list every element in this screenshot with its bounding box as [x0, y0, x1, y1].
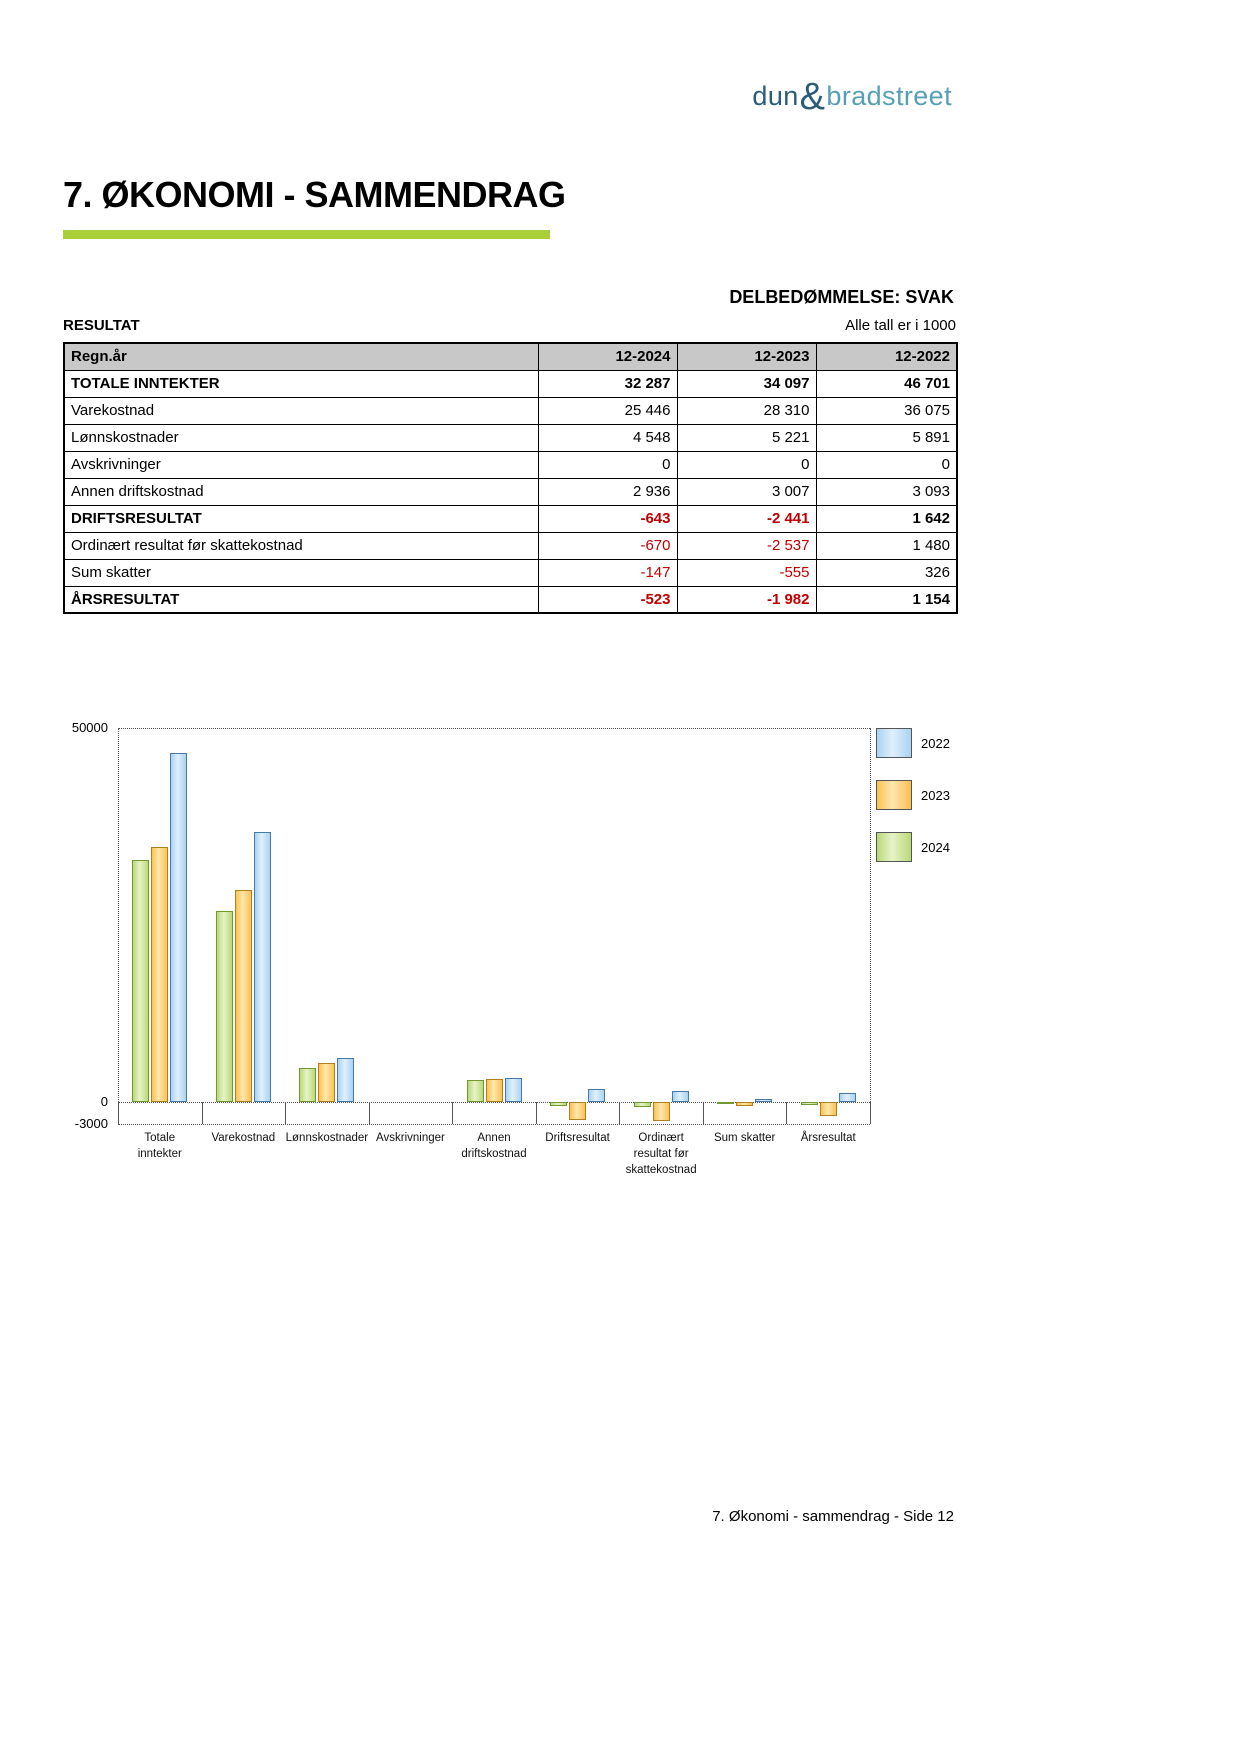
value-cell: -2 537 [677, 532, 816, 559]
results-chart [63, 718, 1163, 1218]
bar-2022 [505, 1078, 522, 1101]
axis-tick [118, 1102, 119, 1124]
bar-2022 [755, 1099, 772, 1101]
value-cell: 1 642 [816, 505, 957, 532]
gridline [118, 1124, 870, 1125]
x-axis-label-line: Ordinært [638, 1132, 684, 1144]
value-cell: 5 221 [677, 424, 816, 451]
table-row [64, 559, 957, 586]
value-cell: -1 982 [677, 586, 816, 613]
bar-2023 [569, 1102, 586, 1120]
bar-2024 [550, 1102, 567, 1107]
axis-tick [369, 1102, 370, 1124]
axis-tick [619, 1102, 620, 1124]
value-cell: 3 007 [677, 478, 816, 505]
x-axis-label [211, 1130, 275, 1146]
bar-2023 [486, 1079, 503, 1101]
x-axis [63, 1130, 955, 1200]
bar-2023 [235, 890, 252, 1102]
x-axis-label-line: inntekter [137, 1148, 182, 1160]
bar-2023 [736, 1102, 753, 1106]
x-axis-label-line: Varekostnad [211, 1132, 276, 1144]
x-axis-label [376, 1130, 445, 1146]
y-axis-label: -3000 [74, 1116, 108, 1131]
value-cell: 28 310 [677, 397, 816, 424]
bar-2024 [467, 1080, 484, 1102]
x-axis-label-line: Sum skatter [713, 1132, 776, 1144]
bar-2024 [717, 1102, 734, 1104]
table-row [64, 586, 957, 613]
units-note: Alle tall er i 1000 [845, 317, 956, 334]
legend-swatch-2023 [876, 780, 912, 810]
x-axis-label-line: Totale [144, 1132, 176, 1144]
axis-frame-line [870, 728, 871, 1124]
table-row [64, 478, 957, 505]
x-axis-label-line: Lønnskostnader [285, 1132, 369, 1144]
section-label: RESULTAT [63, 317, 140, 334]
value-cell: 46 701 [816, 370, 957, 397]
value-cell: -147 [538, 559, 677, 586]
value-cell: -555 [677, 559, 816, 586]
gridline [118, 728, 870, 729]
bar-2022 [337, 1058, 354, 1102]
value-cell: -523 [538, 586, 677, 613]
row-label-cell: Lønnskostnader [64, 424, 538, 451]
table-row [64, 397, 957, 424]
legend-label: 2022 [921, 735, 950, 751]
value-cell: 25 446 [538, 397, 677, 424]
bar-2022 [839, 1093, 856, 1102]
bar-2024 [216, 911, 233, 1101]
value-cell: 3 093 [816, 478, 957, 505]
table-header-row [64, 343, 957, 370]
legend-item [876, 832, 950, 862]
assessment-label: DELBEDØMMELSE: SVAK [729, 287, 954, 307]
value-cell: 32 287 [538, 370, 677, 397]
row-label-cell: Varekostnad [64, 397, 538, 424]
value-cell: -643 [538, 505, 677, 532]
table-row [64, 424, 957, 451]
table-header-cell: Regn.år [64, 343, 538, 370]
gridline [118, 1102, 870, 1103]
x-axis-label-line: Årsresultat [800, 1132, 856, 1144]
bar-2022 [588, 1089, 605, 1101]
bar-2024 [132, 860, 149, 1101]
legend-label: 2024 [921, 839, 950, 855]
y-axis-label: 50000 [71, 720, 108, 735]
value-cell: 1 154 [816, 586, 957, 613]
title-accent-bar [63, 230, 550, 239]
x-axis-label-line: driftskostnad [461, 1148, 527, 1160]
row-label-cell: Sum skatter [64, 559, 538, 586]
bar-2022 [672, 1091, 689, 1102]
axis-tick [202, 1102, 203, 1124]
x-axis-label-line: Avskrivninger [376, 1132, 445, 1144]
x-axis-label-line: skattekostnad [625, 1164, 697, 1176]
logo-ampersand-icon: & [799, 76, 826, 118]
x-axis-label-line: resultat før [633, 1148, 689, 1160]
table-header-cell: 12-2023 [677, 343, 816, 370]
bar-2024 [299, 1068, 316, 1102]
row-label-cell: DRIFTSRESULTAT [64, 505, 538, 532]
row-label-cell: TOTALE INNTEKTER [64, 370, 538, 397]
axis-tick [786, 1102, 787, 1124]
legend-item [876, 728, 950, 758]
x-axis-label [626, 1130, 697, 1178]
table-subheader [63, 317, 956, 334]
value-cell: 0 [538, 451, 677, 478]
x-axis-label [138, 1130, 182, 1162]
table-row [64, 532, 957, 559]
bar-2022 [254, 832, 271, 1102]
legend-label: 2023 [921, 787, 950, 803]
axis-frame-line [118, 728, 119, 1124]
legend-swatch-2022 [876, 728, 912, 758]
bar-2023 [318, 1063, 335, 1102]
dun-bradstreet-logo [752, 72, 952, 118]
bar-2022 [170, 753, 187, 1102]
table-row [64, 505, 957, 532]
bar-2024 [634, 1102, 651, 1107]
x-axis-label [545, 1130, 610, 1146]
legend-swatch-2024 [876, 832, 912, 862]
value-cell: 326 [816, 559, 957, 586]
x-axis-label-line: Annen [477, 1132, 511, 1144]
bar-2023 [820, 1102, 837, 1117]
axis-tick [452, 1102, 453, 1124]
table-row [64, 451, 957, 478]
value-cell: 5 891 [816, 424, 957, 451]
axis-tick [870, 1102, 871, 1124]
page-title: 7. ØKONOMI - SAMMENDRAG [63, 174, 566, 215]
chart-plot-area [118, 728, 870, 1124]
axis-tick [536, 1102, 537, 1124]
bar-2023 [653, 1102, 670, 1121]
row-label-cell: ÅRSRESULTAT [64, 586, 538, 613]
value-cell: 36 075 [816, 397, 957, 424]
x-axis-label [801, 1130, 856, 1146]
value-cell: -670 [538, 532, 677, 559]
axis-tick [285, 1102, 286, 1124]
axis-tick [703, 1102, 704, 1124]
row-label-cell: Annen driftskostnad [64, 478, 538, 505]
logo-dun-text: dun [752, 81, 799, 111]
x-axis-label [714, 1130, 775, 1146]
value-cell: 0 [816, 451, 957, 478]
bar-2024 [801, 1102, 818, 1106]
value-cell: 1 480 [816, 532, 957, 559]
x-axis-label [461, 1130, 526, 1162]
table-header-cell: 12-2022 [816, 343, 957, 370]
value-cell: 4 548 [538, 424, 677, 451]
table-row [64, 370, 957, 397]
x-axis-label [286, 1130, 368, 1146]
logo-bradstreet-text: bradstreet [826, 81, 952, 111]
x-axis-label-line: Driftsresultat [545, 1132, 610, 1144]
row-label-cell: Avskrivninger [64, 451, 538, 478]
bar-2023 [151, 847, 168, 1102]
table-header-cell: 12-2024 [538, 343, 677, 370]
legend-item [876, 780, 950, 810]
row-label-cell: Ordinært resultat før skattekostnad [64, 532, 538, 559]
page-footer: 7. Økonomi - sammendrag - Side 12 [712, 1508, 954, 1525]
value-cell: -2 441 [677, 505, 816, 532]
value-cell: 34 097 [677, 370, 816, 397]
results-table [63, 342, 958, 614]
value-cell: 0 [677, 451, 816, 478]
y-axis-label: 0 [100, 1093, 108, 1109]
value-cell: 2 936 [538, 478, 677, 505]
